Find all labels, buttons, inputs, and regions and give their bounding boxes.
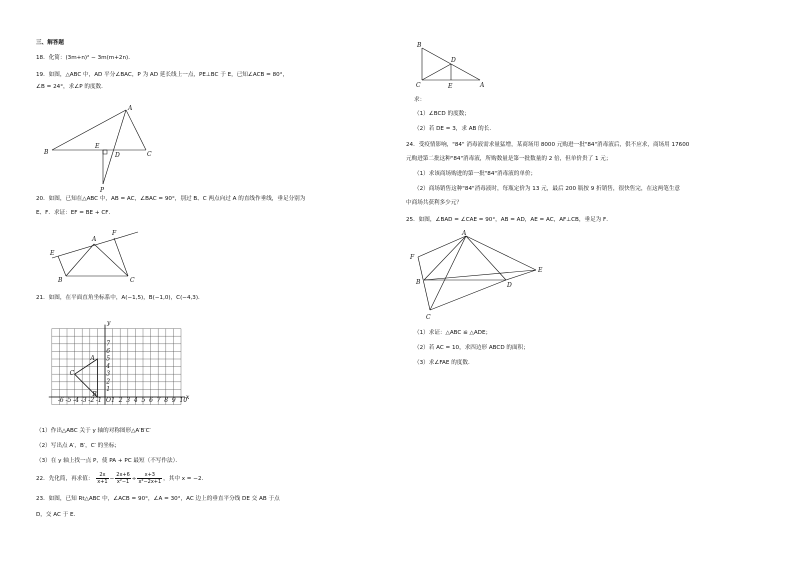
- y-tick-label: 4: [106, 363, 111, 371]
- fig20-label-b: B: [58, 277, 63, 284]
- question-24-part1: （1）求该商场购进的第一批"84"消毒液的单价；: [414, 171, 537, 177]
- x-tick-label: 1: [111, 397, 115, 404]
- figure-20: [48, 228, 148, 284]
- fig25-af: [418, 236, 466, 257]
- fig20-be: [58, 256, 66, 276]
- fig19-label-e: E: [95, 143, 100, 150]
- fig25-label-b: B: [416, 279, 421, 286]
- fig20-label-a: A: [92, 236, 97, 243]
- fig19-label-d: D: [115, 152, 120, 159]
- fig23-label-b: B: [417, 42, 422, 49]
- q22-frac-1: $\frac{2x}{x+1}$: [97, 472, 108, 485]
- question-25-part2: （2）若 AC = 10，求四边形 ABCD 的面积；: [414, 345, 529, 351]
- fig25-label-f: F: [410, 254, 415, 261]
- question-23-line1: 23．如图，已知 Rt△ABC 中，∠ACB = 90°，∠A = 30°，AC 边上的垂直平分线 DE 交 AB 于点: [36, 496, 280, 502]
- question-18: 18．化简：(3m+n)² − 3m(m+2n)．: [36, 55, 134, 61]
- question-21-part1: （1）作出△ABC 关于 y 轴的对称图形△A′B′C′: [36, 428, 151, 434]
- x-axis-label: x: [186, 394, 190, 401]
- question-23-ask: 求：: [414, 97, 426, 103]
- y-tick-label: 1: [106, 385, 111, 393]
- fig25-cd: [430, 280, 506, 310]
- fig25-be: [424, 270, 536, 280]
- q22-frac-3: $\frac{x+3}{\text{x²−2x+1}}$: [138, 472, 162, 485]
- x-tick-label: 5: [141, 397, 146, 404]
- question-23-part1: （1）∠BCD 的度数；: [414, 111, 470, 117]
- fig19-label-b: B: [44, 149, 49, 156]
- figure-23: [414, 42, 490, 90]
- point-a-label: A: [90, 355, 95, 362]
- fig19-label-c: C: [147, 151, 152, 158]
- fig19-ab: [52, 110, 126, 150]
- fig25-ac: [430, 236, 466, 310]
- y-axis-label: y: [107, 319, 111, 327]
- fig25-label-e: E: [538, 267, 543, 274]
- question-21-part2: （2）写出点 A′，B′，C′ 的坐标；: [36, 443, 121, 449]
- x-tick-label: 8: [164, 397, 169, 404]
- fig25-label-a: A: [462, 230, 467, 237]
- figure-25: [410, 232, 550, 326]
- x-tick-label: -2: [88, 397, 95, 404]
- question-22: 22．先化简，再求值： $\frac{2x}{x+1}$ − $\frac{2x+6}{\text{x²−1}}$ ÷ $\frac{x+3}{\text{x²−2x+1}}$ ，其中 x = −2．: [36, 472, 208, 485]
- fig20-cf: [114, 238, 128, 276]
- fig25-label-c: C: [426, 314, 431, 321]
- figure-19: [40, 104, 160, 194]
- x-tick-label: 3: [126, 397, 131, 404]
- question-24-line2: 元购进第二批这种"84"消毒液，所购数量是第一批数量的 2 倍，但单价贵了 1 元；: [406, 156, 612, 162]
- fig25-ae: [466, 236, 536, 270]
- fig20-ac: [94, 244, 128, 276]
- x-tick-label: 2: [118, 397, 123, 404]
- x-tick-label: 10: [179, 397, 188, 404]
- question-25-part1: （1）求证：△ABC ≌ △ADE；: [414, 330, 492, 336]
- fig23-cd: [422, 64, 451, 80]
- fig19-label-p: P: [100, 187, 105, 194]
- question-19-line1: 19．如图，△ABC 中，AD 平分∠BAC，P 为 AD 延长线上一点，PE⊥BC 于 E，已知∠ACB = 80°，: [36, 72, 289, 78]
- fig23-label-e: E: [448, 83, 453, 90]
- question-23-part2: （2）若 DE = 3，求 AB 的长．: [414, 126, 495, 132]
- fig25-label-d: D: [507, 282, 512, 289]
- question-25-part3: （3）求∠FAE 的度数．: [414, 360, 474, 366]
- fig20-label-f: F: [112, 230, 117, 237]
- y-tick-label: 2: [106, 378, 111, 386]
- fig19-ac: [126, 110, 146, 150]
- section-title: 三、解答题: [36, 40, 64, 46]
- y-tick-label: 7: [106, 340, 111, 348]
- y-tick-label: 6: [106, 347, 111, 355]
- question-19-line2: ∠B = 24°，求∠P 的度数．: [36, 84, 107, 90]
- figure-21-grid: [48, 312, 196, 412]
- x-tick-label: -5: [65, 397, 72, 404]
- question-20-line1: 20．如图，已知在△ABC 中，AB = AC，∠BAC = 90°，别过 B、C 两点向过 A 的直线作垂线，垂足分别为: [36, 196, 306, 202]
- question-24-part2a: （2）商场销售这种"84"消毒液时，每瓶定价为 13 元，最后 200 瓶按 9 折销售，很快售完，在这两笔生意: [414, 186, 681, 192]
- x-tick-label: 4: [133, 397, 138, 404]
- fig20-ab: [66, 244, 94, 276]
- fig20-label-c: C: [130, 277, 135, 284]
- x-tick-label: 7: [156, 397, 161, 404]
- x-tick-label: -6: [57, 397, 64, 404]
- origin-label: O: [106, 397, 111, 404]
- question-25: 25．如图，∠BAD = ∠CAE = 90°，AB = AD，AE = AC，AF⊥CB，垂足为 F．: [406, 217, 612, 223]
- y-tick-label: 5: [106, 355, 111, 363]
- question-22-tail: ，其中 x = −2．: [163, 476, 208, 482]
- fig19-right-angle: [103, 150, 107, 154]
- y-tick-label: 3: [106, 370, 111, 378]
- fig23-label-a: A: [480, 82, 485, 89]
- fig23-label-d: D: [451, 57, 456, 64]
- point-c-label: C: [69, 370, 75, 378]
- question-21-part3: （3）在 y 轴上找一点 P，使 PA + PC 最短（不写作法）．: [36, 458, 181, 464]
- x-tick-label: 6: [149, 397, 153, 404]
- fig25-ab: [424, 236, 466, 280]
- fig20-label-e: E: [50, 250, 55, 257]
- q22-frac-2: $\frac{2x+6}{\text{x²−1}}$: [116, 472, 130, 485]
- point-b-label: B: [92, 391, 97, 398]
- fig19-ap: [103, 110, 126, 184]
- question-24-part2b: 中商场共获利多少元？: [406, 200, 462, 206]
- x-tick-label: -4: [73, 397, 79, 404]
- question-22-head: 22．先化简，再求值：: [36, 476, 94, 482]
- x-tick-label: -1: [95, 397, 102, 404]
- fig19-label-a: A: [128, 105, 133, 112]
- question-21: 21．如图，在平面直角坐标系中，A(−1,5)，B(−1,0)，C(−4,3)．: [36, 295, 204, 301]
- question-23-line2: D，交 AC 于 E．: [36, 512, 80, 518]
- fig23-label-c: C: [416, 82, 421, 89]
- question-24-line1: 24．受疫情影响，"84" 消毒液需求量猛增，某商场用 8000 元购进一批"84"消毒液后，供不应求，商场用 17600: [406, 142, 690, 148]
- question-20-line2: E、F．求证：EF = BE + CF．: [36, 210, 115, 216]
- x-tick-label: -3: [80, 397, 87, 404]
- x-tick-label: 9: [171, 397, 176, 404]
